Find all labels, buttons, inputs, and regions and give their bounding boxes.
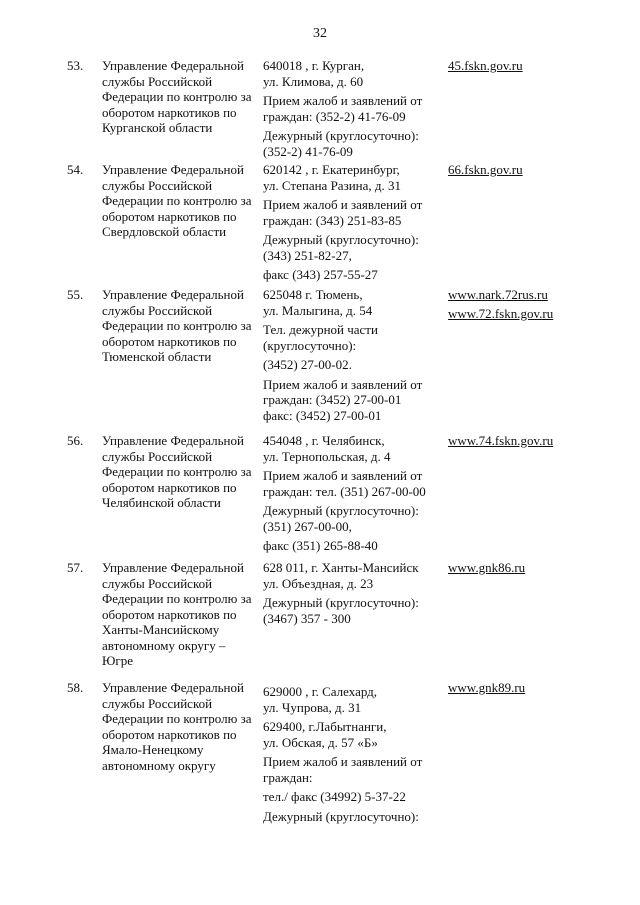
contact-line: Дежурный (круглосуточно): [263, 808, 419, 824]
contact-line: 620142 , г. Екатеринбург, [263, 162, 400, 177]
contact-line: 629000 , г. Салехард, [263, 684, 378, 699]
contact-line: факс (343) 257-55-27 [263, 267, 378, 282]
entry-number: 55. [67, 287, 84, 302]
organization-name [102, 680, 257, 773]
contact-line: ул. Объездная, д. 23 [263, 575, 374, 591]
organization-line: Федерации по контролю за [102, 89, 252, 104]
website-links [448, 162, 628, 181]
entry-number: 54. [67, 162, 84, 177]
contact-line: 625048 г. Тюмень, [263, 287, 363, 302]
contact-line: Прием жалоб и заявлений от [263, 754, 423, 769]
organization-name [102, 433, 257, 511]
organization-line: Управление Федеральной [102, 58, 244, 73]
contact-line: 640018 , г. Курган, [263, 58, 365, 73]
website-links [448, 58, 628, 77]
website-links [448, 680, 628, 699]
website-links [448, 560, 628, 579]
entry-number: 58. [67, 680, 84, 695]
organization-name [102, 58, 257, 136]
contact-line: Прием жалоб и заявлений от [263, 376, 423, 392]
contact-info [263, 433, 443, 554]
website-links [448, 433, 628, 452]
contact-line: (343) 251-82-27, [263, 247, 352, 263]
website-link[interactable]: www.gnk86.ru [448, 560, 526, 575]
contact-line: (круглосуточно): [263, 337, 357, 353]
organization-line: Тюменской области [102, 349, 212, 364]
contact-line: граждан: (352-2) 41-76-09 [263, 108, 406, 124]
organization-line: Управление Федеральной [102, 162, 244, 177]
contact-line: (3467) 357 - 300 [263, 610, 351, 626]
page-number: 32 [313, 26, 327, 41]
organization-line: Федерации по контролю за [102, 711, 252, 726]
organization-line: Свердловской области [102, 224, 227, 239]
website-link[interactable]: www.nark.72rus.ru [448, 287, 548, 302]
contact-info [263, 287, 443, 423]
contact-line: (351) 267-00-00, [263, 518, 352, 534]
contact-info [263, 560, 443, 626]
contact-line: Тел. дежурной части [263, 322, 378, 337]
contact-line: Прием жалоб и заявлений от [263, 197, 423, 212]
organization-line: Ханты-Мансийскому [102, 622, 220, 637]
contact-line: Дежурный (круглосуточно): [263, 503, 419, 518]
organization-line: оборотом наркотиков по [102, 333, 237, 349]
organization-line: оборотом наркотиков по [102, 479, 237, 495]
contact-line: (3452) 27-00-02. [263, 357, 352, 372]
contact-info [263, 162, 443, 283]
organization-name [102, 162, 257, 240]
contact-line: ул. Тернопольская, д. 4 [263, 448, 391, 464]
organization-line: Ямало-Ненецкому [102, 742, 204, 757]
organization-line: службы Российской [102, 302, 213, 318]
organization-name [102, 287, 257, 365]
contact-line: граждан: тел. (351) 267-00-00 [263, 483, 426, 499]
organization-line: оборотом наркотиков по [102, 606, 237, 622]
organization-line: службы Российской [102, 448, 213, 464]
contact-line: (352-2) 41-76-09 [263, 143, 353, 159]
organization-line: Федерации по контролю за [102, 318, 252, 333]
organization-name [102, 560, 257, 669]
organization-line: Курганской области [102, 120, 213, 135]
organization-line: Федерации по контролю за [102, 193, 252, 208]
organization-line: оборотом наркотиков по [102, 726, 237, 742]
organization-line: Федерации по контролю за [102, 591, 252, 606]
contact-line: 454048 , г. Челябинск, [263, 433, 385, 448]
website-links [448, 287, 628, 324]
organization-line: Федерации по контролю за [102, 464, 252, 479]
organization-line: Управление Федеральной [102, 560, 244, 575]
contact-info [263, 58, 443, 159]
entry-number: 53. [67, 58, 84, 73]
organization-line: оборотом наркотиков по [102, 104, 237, 120]
organization-line: Управление Федеральной [102, 287, 244, 302]
contact-line: граждан: (3452) 27-00-01 [263, 392, 402, 407]
organization-line: автономному округу [102, 757, 216, 773]
contact-line: ул. Степана Разина, д. 31 [263, 177, 402, 193]
organization-line: службы Российской [102, 73, 213, 89]
contact-line: ул. Чупрова, д. 31 [263, 699, 362, 715]
website-link[interactable]: 66.fskn.gov.ru [448, 162, 523, 177]
contact-line: Дежурный (круглосуточно): [263, 128, 419, 143]
contact-info [263, 680, 443, 824]
contact-line: Дежурный (круглосуточно): [263, 595, 419, 610]
contact-line: ул. Обская, д. 57 «Б» [263, 734, 378, 750]
contact-line: факс: (3452) 27-00-01 [263, 407, 382, 423]
website-link[interactable]: 45.fskn.gov.ru [448, 58, 523, 73]
organization-line: Челябинской области [102, 495, 221, 510]
organization-line: автономному округу – [102, 637, 226, 653]
contact-line: Дежурный (круглосуточно): [263, 232, 419, 247]
contact-line: факс (351) 265-88-40 [263, 538, 378, 553]
website-link[interactable]: www.72.fskn.gov.ru [448, 305, 554, 321]
organization-line: Управление Федеральной [102, 433, 244, 448]
organization-line: службы Российской [102, 695, 213, 711]
organization-line: службы Российской [102, 177, 213, 193]
contact-line: Прием жалоб и заявлений от [263, 93, 423, 108]
organization-line: Югре [102, 653, 133, 668]
organization-line: службы Российской [102, 575, 213, 591]
entry-number: 57. [67, 560, 84, 575]
contact-line: граждан: [263, 769, 313, 785]
contact-line: тел./ факс (34992) 5-37-22 [263, 789, 406, 804]
contact-line: 628 011, г. Ханты-Мансийск [263, 560, 419, 575]
contact-line: ул. Климова, д. 60 [263, 73, 364, 89]
contact-line: граждан: (343) 251-83-85 [263, 212, 402, 228]
entry-number: 56. [67, 433, 84, 448]
contact-line: ул. Малыгина, д. 54 [263, 302, 373, 318]
website-link[interactable]: www.gnk89.ru [448, 680, 526, 695]
contact-line: Прием жалоб и заявлений от [263, 468, 423, 483]
contact-line: 629400, г.Лабытнанги, [263, 719, 387, 734]
organization-line: Управление Федеральной [102, 680, 244, 695]
website-link[interactable]: www.74.fskn.gov.ru [448, 433, 554, 448]
organization-line: оборотом наркотиков по [102, 208, 237, 224]
